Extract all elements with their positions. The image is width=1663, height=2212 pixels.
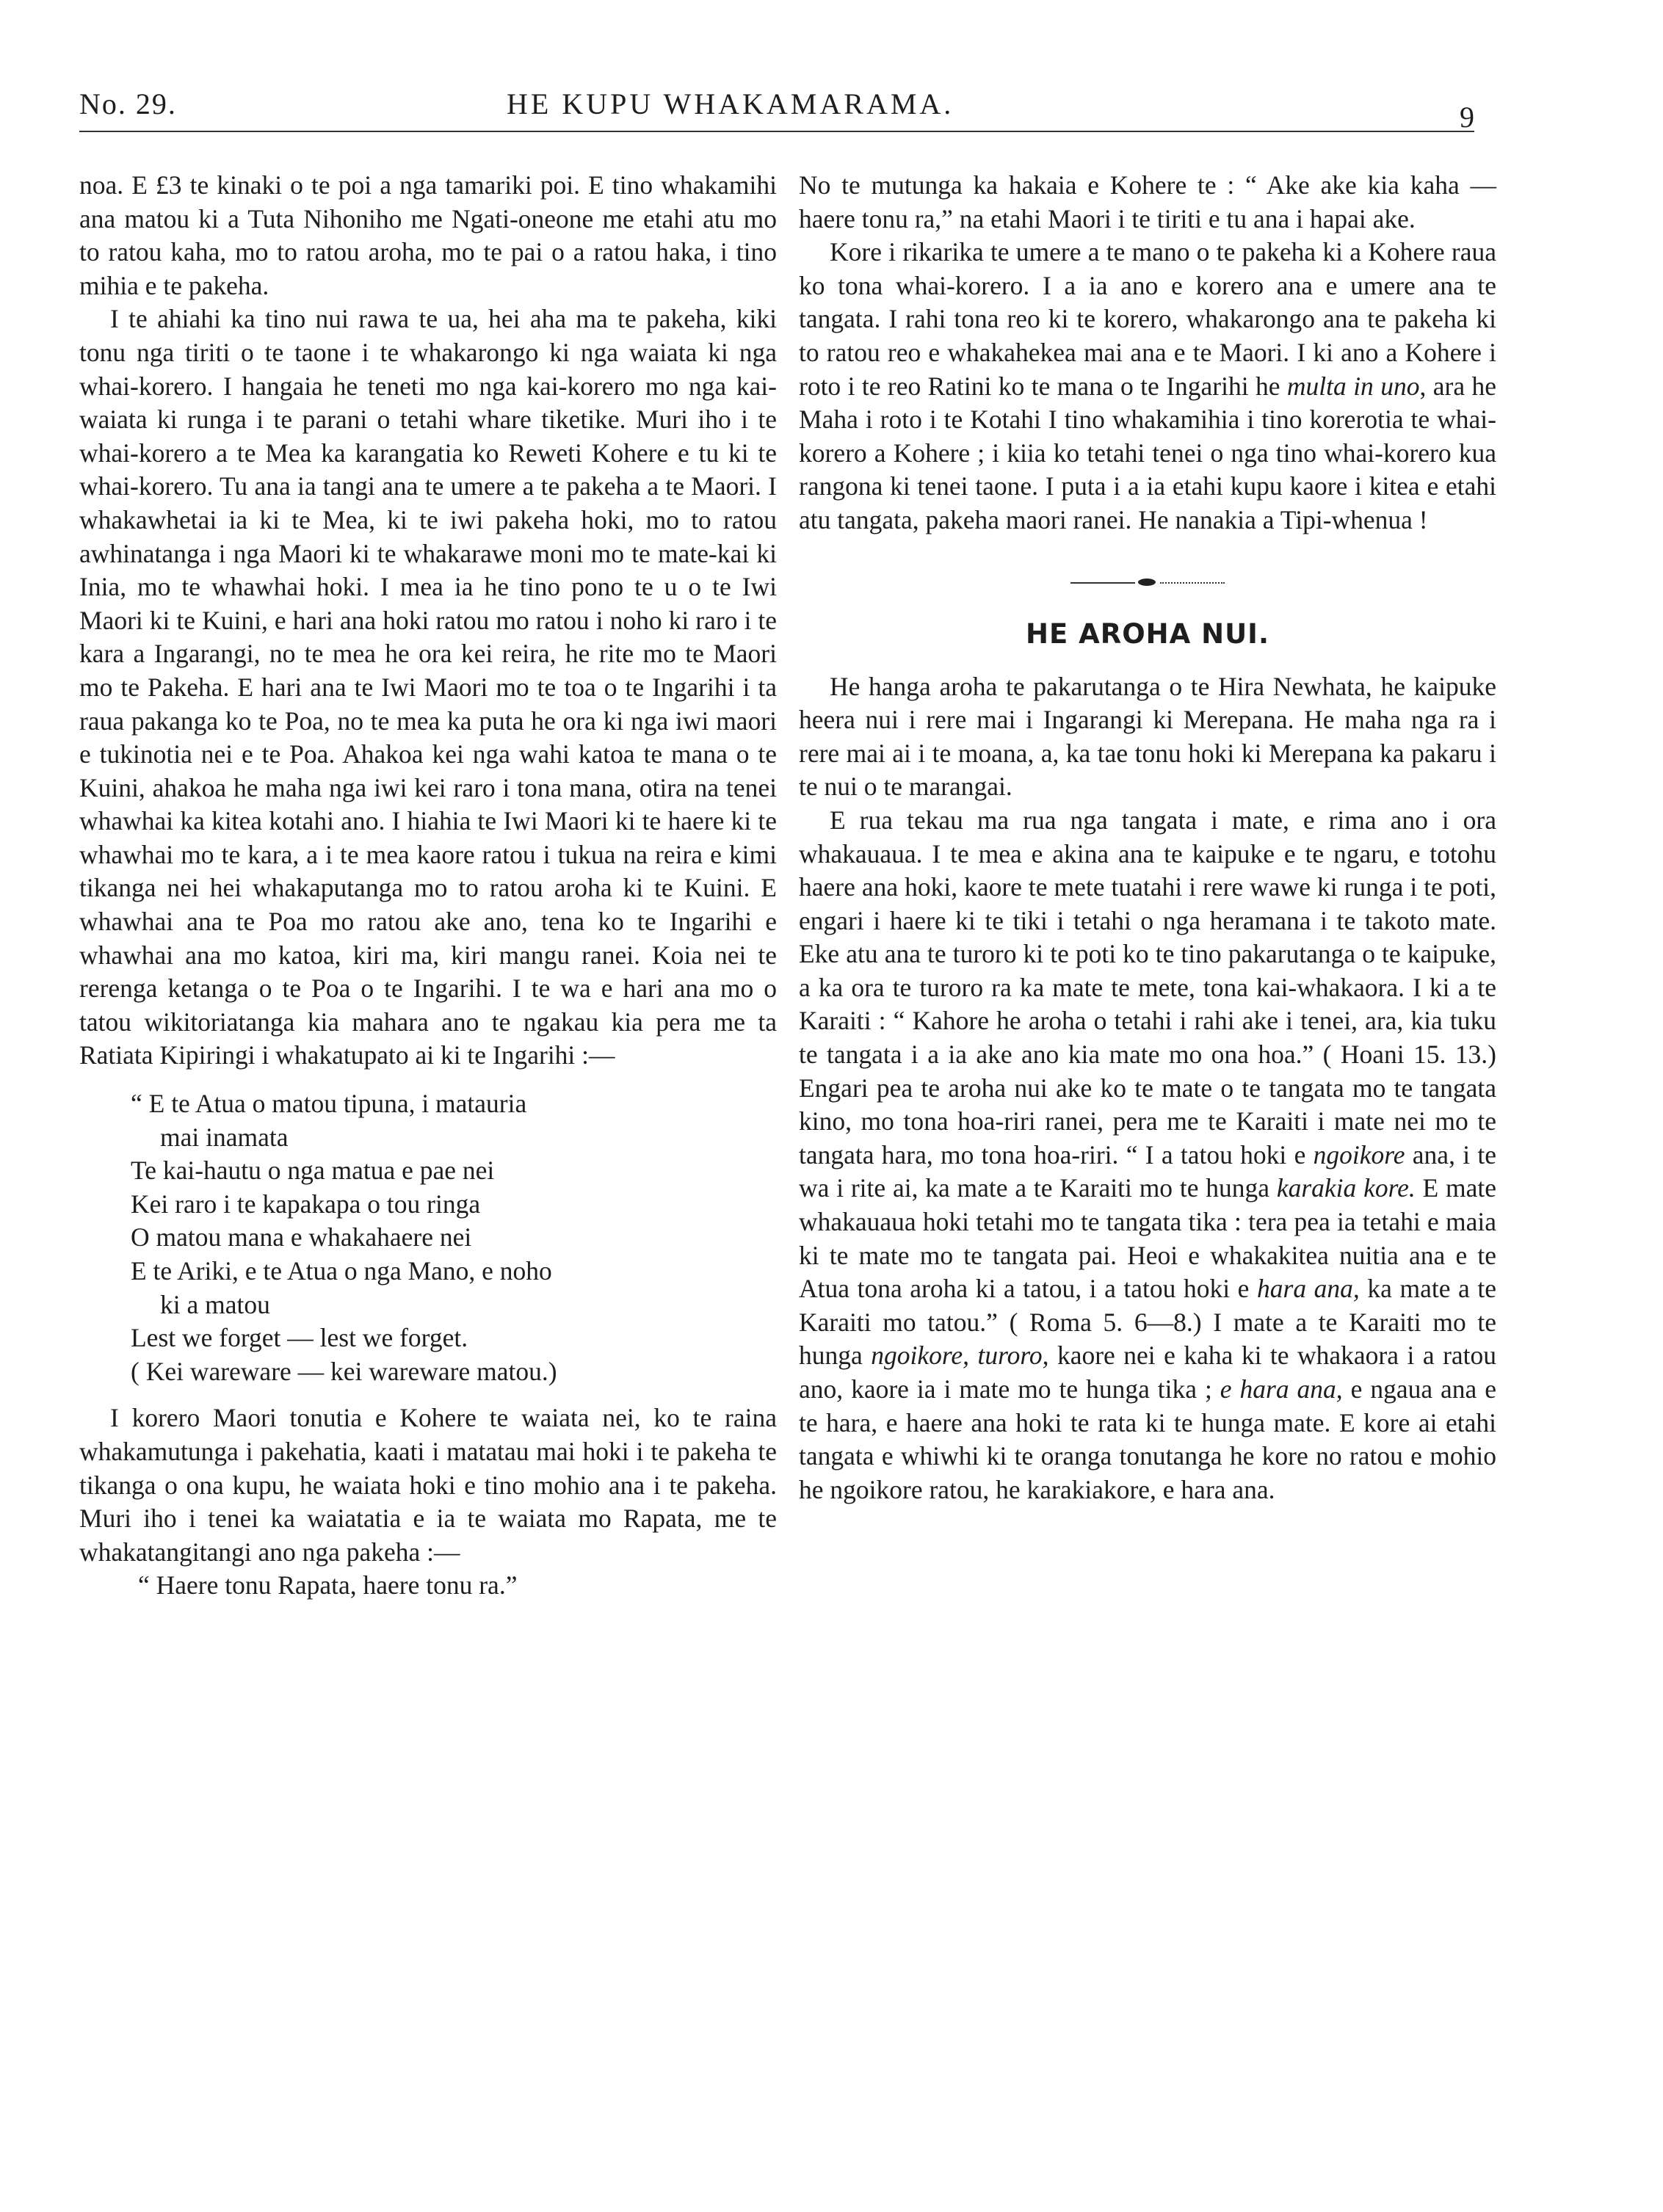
poem-line: ki a matou xyxy=(160,1289,270,1319)
poem-stanza xyxy=(131,1087,777,1388)
page-header xyxy=(79,87,1474,139)
issue-number: No. 29. xyxy=(79,87,177,120)
paragraph xyxy=(799,804,1496,1506)
section-divider xyxy=(1070,579,1225,587)
divider-ornament xyxy=(1138,579,1156,586)
running-title: HE KUPU WHAKAMARAMA. xyxy=(507,87,954,120)
text-run: , ara he Maha i roto i te Kotahi I tino whakamihia i tino korerotia te whai-korero a Kohere ; i kiia ko tetahi tenei o nga tino whai-korero kua rangona ki tenei taone. I puta i a ia etahi kupu kaore i kitea e etahi atu tangata, pakeha maori ranei. He nanakia a Tipi-whenua ! xyxy=(799,371,1496,534)
text-run: ka mate a te Karaiti mo tatou.” ( Roma 5. 6—8.) I mate a te Karaiti mo te hunga xyxy=(799,1274,1496,1371)
italic-phrase: hara ana, xyxy=(1257,1274,1360,1304)
poem-line: ( Kei wareware — kei wareware matou.) xyxy=(131,1356,557,1386)
text-run: Kore i rikarika te umere a te mano o te pakeha ki a Kohere raua ko tona whai-korero. I a ia ano e korero ana e umere ana te tangata. I rahi tona reo ki te korero, whakarongo ana te pakeha ki to ratou reo e whakahekea mai ana e te Maori. I ki ano a Kohere i roto i te reo Ratini ko te mana o te Ingarihi he xyxy=(799,237,1496,401)
poem-line: mai inamata xyxy=(160,1122,289,1152)
section-heading: HE AROHA NUI. xyxy=(1025,617,1270,650)
left-column xyxy=(79,169,777,1603)
text-run: kaore nei e kaha ki te whakaora i a ratou ano, kaore ia i mate mo te hunga tika ; xyxy=(799,1341,1497,1404)
text-run: e ngaua ana e te hara, e haere ana hoki te rata ki te hunga mate. E kore ai etahi tangata e whiwhi ki te oranga tonutanga he kore no ratou e mohio he ngoikore ratou, he karakiakore, e hara ana. xyxy=(799,1374,1497,1504)
quote-line: “ Haere tonu Rapata, haere tonu ra.” xyxy=(138,1570,518,1600)
italic-phrase: karakia kore. xyxy=(1276,1173,1416,1203)
divider-line xyxy=(1160,582,1225,584)
paragraph: No te mutunga ka hakaia e Kohere te : “ Ake ake kia kaha — haere tonu ra,” na etahi Maori i te tiriti e tu ana i hapai ake. xyxy=(799,170,1496,233)
italic-phrase: multa in uno xyxy=(1286,371,1420,401)
paragraph: noa. E £3 te kinaki o te poi a nga tamariki poi. E tino whakamihi ana matou ki a Tuta Nihoniho me Ngati-oneone me etahi atu mo to ratou kaha, mo to ratou aroha, mo te pai o a ratou haka, i tino mihia e te pakeha. xyxy=(79,170,777,300)
paragraph: He hanga aroha te pakarutanga o te Hira Newhata, he kaipuke heera nui i rere mai i Ingarangi ki Merepana. He maha nga ra i rere mai ai i te moana, a, ka tae tonu hoki ki Merepana ka pakaru i te nui o te marangai. xyxy=(799,671,1496,802)
poem-line: E te Ariki, e te Atua o nga Mano, e noho xyxy=(131,1256,552,1286)
text-run: ana, i te wa i rite ai, ka mate a te Karaiti mo te hunga xyxy=(799,1139,1497,1203)
paragraph: I korero Maori tonutia e Kohere te waiata nei, ko te raina whakamutunga i pakehatia, kaati i matatau mai hoki i te pakeha te tikanga o ona kupu, he waiata hoki e tino mohio ana i te pakeha. Muri iho i tenei ka waiatatia e ia te waiata mo Rapata, me te whakatangitangi ano nga pakeha :— xyxy=(79,1403,777,1567)
header-rule xyxy=(79,131,1474,132)
text-run: E rua tekau ma rua nga tangata i mate, e rima ano i ora whakauaua. I te mea e akina ana te kaipuke e te ngaru, e totohu haere ana hoki, kaore te mete tuatahi i rere wawe ki runga i te poti, engari i haere ki te tiki i tetahi o nga heramana i te takoto mate. Eke atu ana te turoro ki te poti ko te tino pakarutanga o te kaipuke, a ka ora te turoro ra ka mate te mete, tona kai-whakaora. I ki a te Karaiti : “ Kahore he aroha o tetahi i rahi ake i tenei, ara, kia tuku te tangata i a ia ake ano kia mate mo ona hoa.” ( Hoani 15. 13.) Engari pea te aroha nui ake ko te mate o te tangata mo te tangata kino, mo tona hoa-riri ranei, pera me te Karaiti i mate nei mo te tangata hara, mo tona hoa-riri. “ I a tatou hoki e xyxy=(799,805,1496,1170)
italic-phrase: ngoikore xyxy=(1313,1139,1405,1170)
poem-line: Kei raro i te kapakapa o tou ringa xyxy=(131,1189,481,1219)
paragraph xyxy=(799,236,1496,537)
poem-line: Lest we forget — lest we forget. xyxy=(131,1323,468,1353)
poem-line: O matou mana e whakahaere nei xyxy=(131,1222,472,1252)
italic-phrase: e hara ana, xyxy=(1220,1374,1343,1404)
page-number: 9 xyxy=(1460,101,1474,134)
right-column xyxy=(799,169,1496,1506)
paragraph: I te ahiahi ka tino nui rawa te ua, hei aha ma te pakeha, kiki tonu nga tiriti o te taone i te whakarongo ki nga waiata ki nga whai-korero. I hangaia he teneti mo nga kai-korero mo nga kai-waiata ki runga i te parani o tetahi whare tiketike. Muri iho i te whai-korero a te Mea ka karangatia ko Reweti Kohere e tu ki te whai-korero. Tu ana ia tangi ana te umere a te pakeha a te Maori. I whakawhetai ia ki te Mea, ki te iwi pakeha hoki, mo to ratou awhinatanga i nga Maori ki te whakarawe moni mo te mate-kai ki Inia, mo te whawhai hoki. I mea ia he tino pono te u o te Iwi Maori ki te Kuini, e hari ana hoki ratou mo ratou i noho ki raro i te kara a Ingarangi, no te mea he ora kei reira, he rite mo te Maori mo te Pakeha. E hari ana te Iwi Maori mo te toa o te Ingarihi i ta raua pakanga ko te Poa, no te mea ka puta he ora ki nga iwi maori e tukinotia nei e te Poa. Ahakoa kei nga wahi katoa te mana o te Kuini, ahakoa he maha nga iwi kei raro i tona mana, otira na tenei whawhai ka kitea kotahi ano. I hiahia te Iwi Maori ki te haere ki te whawhai mo te kara, a i te mea kaore ratou i tukua na reira e kimi tikanga nei hei whakaputanga mo to ratou aroha ki te Kuini. E whawhai ana te Poa mo ratou ake ano, tena ko te Ingarihi e whawhai ana mo katoa, kiri ma, kiri mangu ranei. Koia nei te rerenga ketanga o te Poa o te Ingarihi. I te wa e hari ana mo o tatou wikitoriatanga kia mahara ano te ngakau kia pera me ta Ratiata Kipiringi i whakatupato ai ki te Ingarihi :— xyxy=(79,304,777,1070)
italic-phrase: ngoikore, turoro, xyxy=(871,1341,1049,1371)
poem-line: Te kai-hautu o nga matua e pae nei xyxy=(131,1156,495,1186)
text-run: E mate whakauaua hoki tetahi mo te tangata tika : tera pea ia tetahi e maia ki te mate mo te tangata pai. Heoi e whakakitea nuitia ana e te Atua tona aroha ki a tatou, i a tatou hoki e xyxy=(799,1173,1496,1304)
divider-line xyxy=(1070,582,1135,584)
poem-line: “ E te Atua o matou tipuna, i matauria xyxy=(131,1089,527,1119)
